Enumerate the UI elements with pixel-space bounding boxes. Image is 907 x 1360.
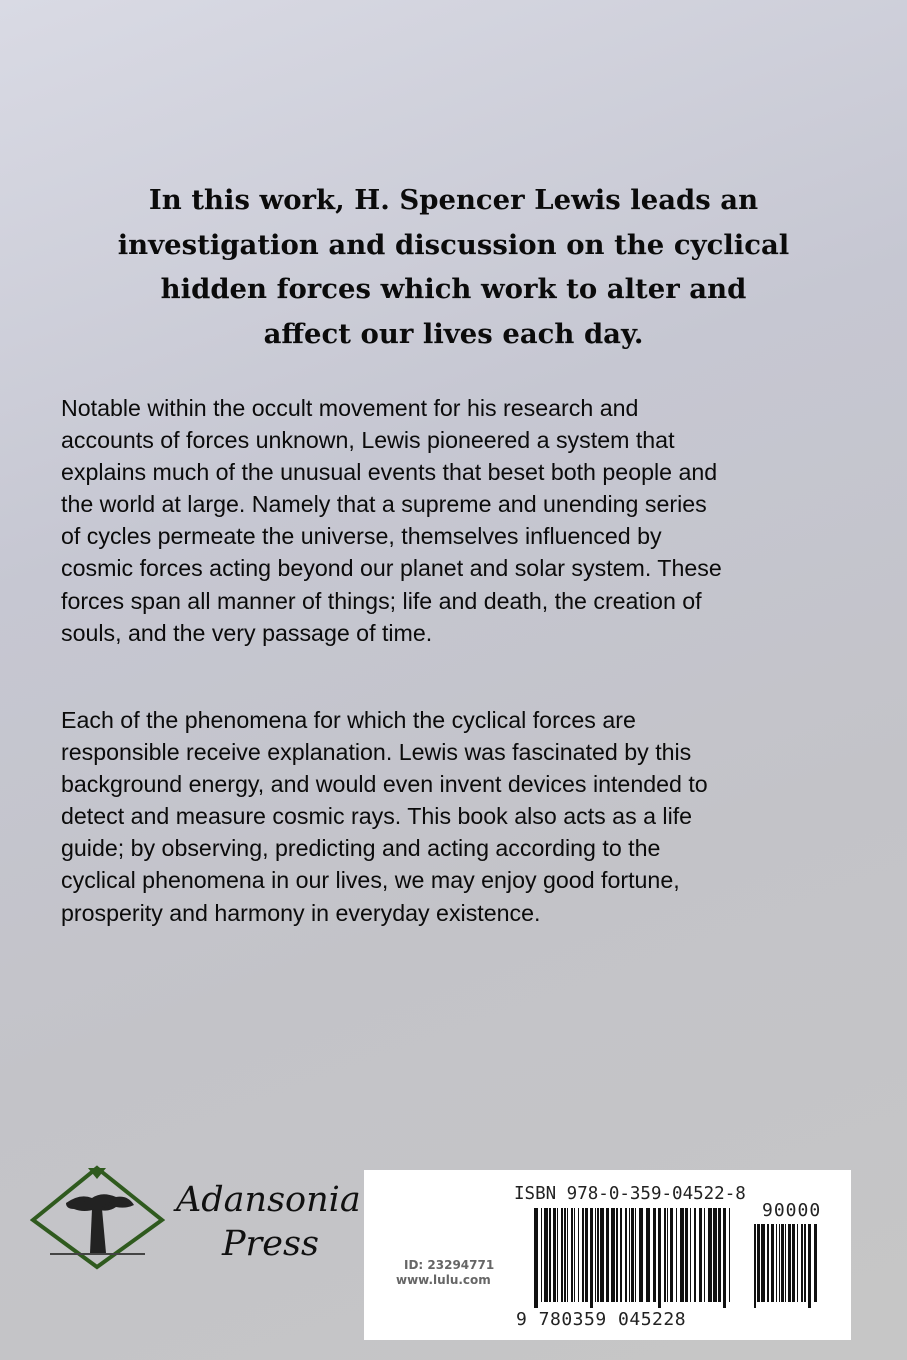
barcode-stripe — [761, 1224, 765, 1302]
barcode-stripe — [631, 1208, 634, 1302]
barcode-stripe — [804, 1224, 806, 1302]
lead-line: hidden forces which work to alter and — [160, 273, 747, 305]
barcode-stripe — [544, 1208, 548, 1302]
barcode-stripe — [590, 1208, 593, 1308]
baobab-tree-icon — [30, 1165, 165, 1270]
barcode-stripe — [771, 1224, 774, 1302]
paragraph-line: background energy, and would even invent devices intended to — [61, 771, 708, 798]
paragraph-line: accounts of forces unknown, Lewis pioneered a system that — [61, 427, 675, 454]
barcode-stripe — [754, 1224, 756, 1308]
paragraph-line: forces span all manner of things; life and death, the creation of — [61, 587, 702, 614]
barcode-stripe — [606, 1208, 609, 1302]
lead-line: affect our lives each day. — [263, 317, 644, 350]
barcode-stripe — [582, 1208, 584, 1302]
paragraph-line: prosperity and harmony in everyday existence. — [61, 899, 541, 926]
barcode-stripe — [785, 1224, 786, 1302]
isbn-label: ISBN 978-0-359-04522-8 — [514, 1184, 746, 1204]
barcode-stripe — [595, 1208, 596, 1302]
barcode-stripe — [792, 1224, 795, 1302]
barcode-stripe — [534, 1208, 538, 1308]
barcode-stripe — [620, 1208, 622, 1302]
barcode-stripe — [718, 1208, 721, 1302]
paragraph-line: explains much of the unusual events that beset both people and — [61, 459, 718, 486]
barcode-stripe — [541, 1208, 542, 1302]
paragraph-line: Each of the phenomena for which the cyclical forces are — [61, 707, 636, 733]
barcode-stripe — [639, 1208, 643, 1302]
barcode-stripe — [600, 1208, 604, 1302]
description-paragraph-1 — [61, 392, 841, 649]
publisher-name-line1: Adansonia — [176, 1180, 361, 1220]
barcode-stripe — [670, 1208, 673, 1302]
barcode-stripe — [597, 1208, 599, 1302]
barcode-stripe — [664, 1208, 666, 1302]
barcode-stripe — [557, 1208, 558, 1302]
barcode-stripe — [801, 1224, 803, 1302]
barcode-stripe — [629, 1208, 630, 1302]
barcode-stripe — [611, 1208, 615, 1302]
barcode-stripe — [578, 1208, 579, 1302]
barcode-stripe — [694, 1208, 696, 1302]
barcode-stripe — [625, 1208, 627, 1302]
barcode-stripe — [571, 1208, 573, 1302]
paragraph-line: cyclical phenomena in our lives, we may enjoy good fortune, — [61, 867, 680, 894]
barcode-stripe — [781, 1224, 784, 1302]
paragraph-line: the world at large. Namely that a supreme and unending series — [61, 491, 707, 518]
description-paragraph-2 — [61, 704, 841, 929]
barcode-stripe — [567, 1208, 568, 1302]
barcode-stripe — [646, 1208, 650, 1302]
barcode-stripe — [658, 1208, 661, 1308]
paragraph-line: detect and measure cosmic rays. This book also acts as a life — [61, 803, 693, 830]
barcode-stripe — [779, 1224, 780, 1302]
lead-line: investigation and discussion on the cyclical — [117, 228, 790, 261]
paragraph-line: Notable within the occult movement for his research and — [61, 395, 639, 421]
barcode-stripe — [667, 1208, 668, 1302]
paragraph-line: guide; by observing, predicting and acting according to the — [61, 835, 661, 862]
barcode-stripe — [564, 1208, 566, 1302]
addon-digits: 90000 — [762, 1200, 822, 1221]
barcode-stripe — [713, 1208, 717, 1302]
barcode-stripe — [776, 1224, 777, 1302]
barcode-stripe — [585, 1208, 588, 1302]
paragraph-line: cosmic forces acting beyond our planet and solar system. These — [61, 555, 722, 582]
paragraph-line: of cycles permeate the universe, themselves influenced by — [61, 523, 662, 550]
lead-statement — [80, 178, 827, 356]
barcode-stripe — [574, 1208, 575, 1302]
barcode-stripe — [676, 1208, 677, 1302]
barcode-stripe — [561, 1208, 563, 1302]
addon-barcode — [754, 1224, 824, 1308]
barcode-stripe — [723, 1208, 726, 1308]
barcode-stripe — [635, 1208, 636, 1302]
barcode-stripe — [708, 1208, 712, 1302]
barcode-stripe — [549, 1208, 551, 1302]
barcode-stripe — [814, 1224, 817, 1302]
barcode-stripe — [553, 1208, 556, 1302]
ean-barcode — [534, 1208, 734, 1308]
barcode-stripe — [690, 1208, 691, 1302]
barcode-stripe — [797, 1224, 798, 1302]
lulu-url: www.lulu.com — [396, 1273, 491, 1287]
barcode-stripe — [616, 1208, 618, 1302]
lulu-id: ID: 23294771 — [404, 1258, 495, 1272]
barcode-stripe — [767, 1224, 769, 1302]
barcode-stripe — [699, 1208, 702, 1302]
lead-line: In this work, H. Spencer Lewis leads an — [148, 184, 759, 216]
publisher-name-line2: Press — [222, 1224, 319, 1264]
ean-digits: 9 780359 045228 — [516, 1309, 687, 1330]
barcode-stripe — [808, 1224, 811, 1308]
barcode-stripe — [757, 1224, 760, 1302]
barcode-area — [364, 1170, 851, 1340]
barcode-stripe — [704, 1208, 705, 1302]
barcode-stripe — [788, 1224, 791, 1302]
barcode-stripe — [729, 1208, 730, 1302]
barcode-stripe — [653, 1208, 656, 1302]
barcode-stripe — [680, 1208, 684, 1302]
paragraph-line: souls, and the very passage of time. — [61, 619, 433, 646]
publisher-name — [176, 1178, 361, 1266]
paragraph-line: responsible receive explanation. Lewis was fascinated by this — [61, 739, 692, 766]
barcode-stripe — [685, 1208, 688, 1302]
